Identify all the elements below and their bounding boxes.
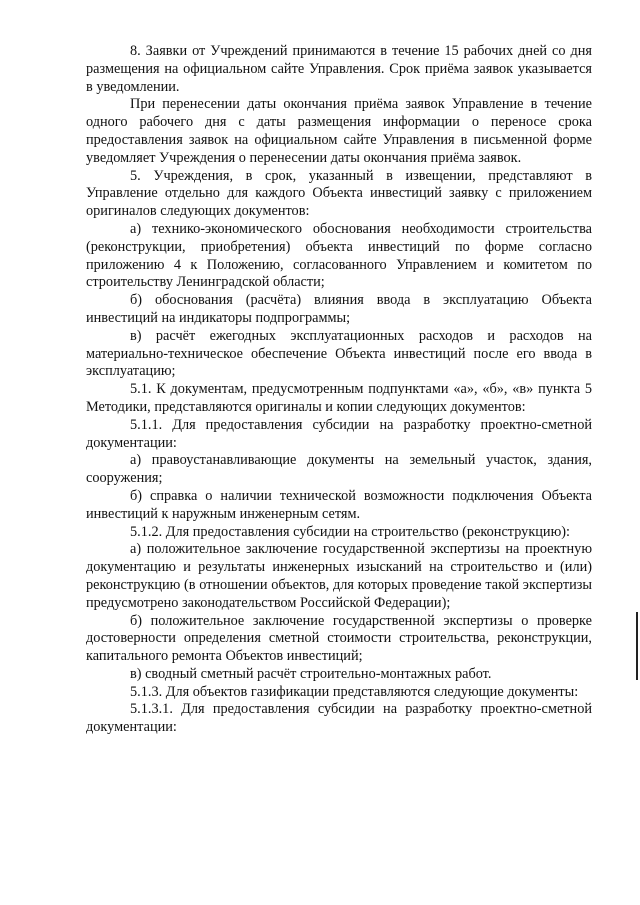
scan-edge-mark bbox=[636, 612, 638, 680]
paragraph-item-5-1-2: 5.1.2. Для предоставления субсидии на строительство (реконструкцию): bbox=[130, 523, 570, 540]
paragraph-item-5-b: б) обоснования (расчёта) влияния ввода в эксплуатацию Объекта инвестиций на индикаторы подпрограммы; bbox=[86, 292, 592, 326]
paragraph-item-5-a: а) технико-экономического обоснования необходимости строительства (реконструкции, приобретения) объекта инвестиций по форме согласно приложению 4 к Положению, согласованного Управлением и комитетом по строительству Ленинградской области; bbox=[86, 220, 592, 291]
paragraph-item-5: 5. Учреждения, в срок, указанный в извещении, представляют в Управление отдельно для каждого Объекта инвестиций заявку с приложением оригиналов следующих документов: bbox=[86, 167, 592, 220]
paragraph-item-5-1-2-b: б) положительное заключение государственной экспертизы о проверке достоверности определения сметной стоимости строительства, реконструкции, капитального ремонта Объектов инвестиций; bbox=[86, 612, 592, 665]
paragraph-item-5-1-3-1: 5.1.3.1. Для предоставления субсидии на разработку проектно-сметной документации: bbox=[86, 701, 592, 736]
document-body bbox=[86, 43, 592, 737]
paragraph-item-5-v: в) расчёт ежегодных эксплуатационных расходов и расходов на материально-техническое обеспечение Объекта инвестиций после его ввода в эксплуатацию; bbox=[86, 327, 592, 380]
paragraph-item-5-1-1: 5.1.1. Для предоставления субсидии на разработку проектно-сметной документации: bbox=[86, 416, 592, 451]
paragraph-item-5-1-3: 5.1.3. Для объектов газификации представляются следующие документы: bbox=[130, 683, 579, 700]
paragraph-item-5-1-2-v: в) сводный сметный расчёт строительно-монтажных работ. bbox=[130, 665, 492, 682]
paragraph-item-5-1: 5.1. К документам, предусмотренным подпунктами «а», «б», «в» пункта 5 Методики, представляются оригиналы и копии следующих документов: bbox=[86, 381, 592, 415]
paragraph-item-5-1-1-a: а) правоустанавливающие документы на земельный участок, здания, сооружения; bbox=[86, 452, 592, 487]
paragraph-deadline-transfer: При перенесении даты окончания приёма заявок Управление в течение одного рабочего дня с даты размещения информации о переносе срока предоставления заявок на официальном сайте Управления в письменной форме уведомляет Учреждения о перенесении даты окончания приёма заявок. bbox=[86, 96, 592, 166]
paragraph-item-5-1-2-a: а) положительное заключение государственной экспертизы на проектную документацию и результаты инженерных изысканий на строительство и (или) реконструкцию (в отношении объектов, для которых проведение такой экспертизы предусмотрено законодательством Российской Федерации); bbox=[86, 541, 592, 611]
paragraph-item-5-1-1-b: б) справка о наличии технической возможности подключения Объекта инвестиций к наружным инженерным сетям. bbox=[86, 487, 592, 522]
paragraph-applications-deadline: 8. Заявки от Учреждений принимаются в течение 15 рабочих дней со дня размещения на официальном сайте Управления. Срок приёма заявок указывается в уведомлении. bbox=[86, 43, 592, 95]
